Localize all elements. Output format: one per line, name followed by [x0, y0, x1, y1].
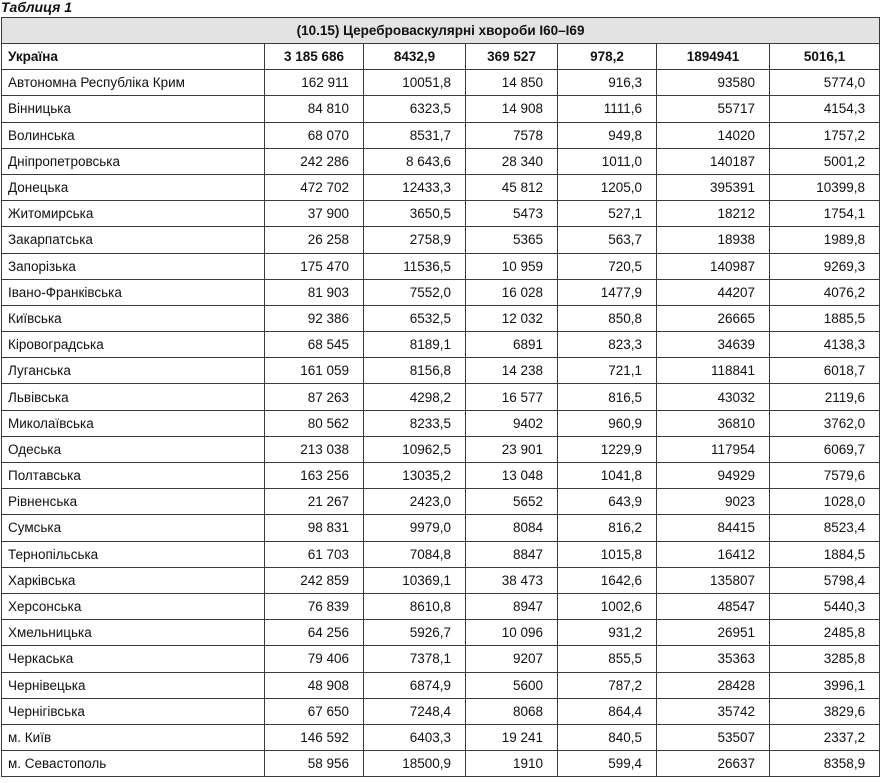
- cell-value: 10051,8: [364, 70, 466, 96]
- cell-value: 9979,0: [364, 515, 466, 541]
- cell-value: 35742: [657, 698, 770, 724]
- table-row: [2, 96, 880, 122]
- cell-value: 28428: [657, 672, 770, 698]
- cell-value: 4298,2: [364, 384, 466, 410]
- cell-region: Закарпатська: [2, 227, 265, 253]
- cell-value: 3762,0: [770, 410, 880, 436]
- table-row: [2, 358, 880, 384]
- cell-value: 978,2: [558, 44, 657, 70]
- cell-region: Україна: [2, 44, 265, 70]
- cell-value: 8610,8: [364, 593, 466, 619]
- cell-region: Хмельницька: [2, 620, 265, 646]
- cell-value: 855,5: [558, 646, 657, 672]
- table-row: [2, 174, 880, 200]
- cell-value: 53507: [657, 724, 770, 750]
- cell-value: 175 470: [265, 253, 364, 279]
- cell-region: Полтавська: [2, 463, 265, 489]
- cell-value: 4076,2: [770, 279, 880, 305]
- cell-region: Сумська: [2, 515, 265, 541]
- cell-region: Дніпропетровська: [2, 148, 265, 174]
- cell-value: 1989,8: [770, 227, 880, 253]
- cell-value: 8068: [466, 698, 558, 724]
- data-table: [1, 17, 880, 777]
- cell-value: 81 903: [265, 279, 364, 305]
- cell-value: 55717: [657, 96, 770, 122]
- table-title-row: [2, 18, 880, 44]
- cell-value: 3829,6: [770, 698, 880, 724]
- cell-value: 720,5: [558, 253, 657, 279]
- table-row: [2, 751, 880, 777]
- table-row: [2, 646, 880, 672]
- cell-value: 1754,1: [770, 201, 880, 227]
- cell-region: Івано-Франківська: [2, 279, 265, 305]
- cell-value: 14 238: [466, 358, 558, 384]
- cell-value: 36810: [657, 410, 770, 436]
- cell-value: 61 703: [265, 541, 364, 567]
- cell-value: 92 386: [265, 305, 364, 331]
- table-row: [2, 227, 880, 253]
- cell-region: Черкаська: [2, 646, 265, 672]
- table-row: [2, 620, 880, 646]
- cell-value: 14 850: [466, 70, 558, 96]
- cell-region: Кіровоградська: [2, 332, 265, 358]
- cell-value: 721,1: [558, 358, 657, 384]
- cell-value: 23 901: [466, 436, 558, 462]
- cell-value: 94929: [657, 463, 770, 489]
- cell-value: 7579,6: [770, 463, 880, 489]
- table-body: [2, 44, 880, 777]
- cell-value: 140187: [657, 148, 770, 174]
- cell-value: 3285,8: [770, 646, 880, 672]
- cell-value: 14 908: [466, 96, 558, 122]
- cell-value: 118841: [657, 358, 770, 384]
- cell-value: 10 959: [466, 253, 558, 279]
- cell-value: 3650,5: [364, 201, 466, 227]
- cell-value: 5798,4: [770, 567, 880, 593]
- cell-value: 98 831: [265, 515, 364, 541]
- cell-value: 6891: [466, 332, 558, 358]
- cell-value: 599,4: [558, 751, 657, 777]
- cell-region: Харківська: [2, 567, 265, 593]
- cell-value: 864,4: [558, 698, 657, 724]
- cell-value: 84 810: [265, 96, 364, 122]
- cell-value: 14020: [657, 122, 770, 148]
- cell-value: 8358,9: [770, 751, 880, 777]
- cell-value: 28 340: [466, 148, 558, 174]
- cell-region: Житомирська: [2, 201, 265, 227]
- cell-value: 34639: [657, 332, 770, 358]
- cell-value: 38 473: [466, 567, 558, 593]
- cell-region: Автономна Республіка Крим: [2, 70, 265, 96]
- cell-value: 8531,7: [364, 122, 466, 148]
- cell-value: 787,2: [558, 672, 657, 698]
- cell-value: 135807: [657, 567, 770, 593]
- cell-value: 5473: [466, 201, 558, 227]
- cell-value: 11536,5: [364, 253, 466, 279]
- cell-region: Київська: [2, 305, 265, 331]
- table-row: [2, 305, 880, 331]
- cell-value: 93580: [657, 70, 770, 96]
- cell-value: 7578: [466, 122, 558, 148]
- cell-value: 6403,3: [364, 724, 466, 750]
- cell-value: 2485,8: [770, 620, 880, 646]
- cell-value: 76 839: [265, 593, 364, 619]
- cell-region: м. Севастополь: [2, 751, 265, 777]
- cell-value: 117954: [657, 436, 770, 462]
- cell-value: 850,8: [558, 305, 657, 331]
- cell-value: 16 577: [466, 384, 558, 410]
- cell-value: 163 256: [265, 463, 364, 489]
- cell-value: 242 286: [265, 148, 364, 174]
- cell-value: 916,3: [558, 70, 657, 96]
- cell-value: 949,8: [558, 122, 657, 148]
- cell-value: 1477,9: [558, 279, 657, 305]
- cell-value: 64 256: [265, 620, 364, 646]
- table-row: [2, 436, 880, 462]
- cell-value: 643,9: [558, 489, 657, 515]
- cell-value: 13035,2: [364, 463, 466, 489]
- cell-value: 18212: [657, 201, 770, 227]
- cell-value: 37 900: [265, 201, 364, 227]
- table-row: [2, 672, 880, 698]
- cell-value: 146 592: [265, 724, 364, 750]
- cell-value: 2758,9: [364, 227, 466, 253]
- cell-value: 68 070: [265, 122, 364, 148]
- cell-value: 6874,9: [364, 672, 466, 698]
- cell-value: 3996,1: [770, 672, 880, 698]
- cell-value: 67 650: [265, 698, 364, 724]
- cell-value: 44207: [657, 279, 770, 305]
- cell-value: 1910: [466, 751, 558, 777]
- table-row: [2, 122, 880, 148]
- cell-value: 21 267: [265, 489, 364, 515]
- cell-value: 5652: [466, 489, 558, 515]
- cell-value: 10399,8: [770, 174, 880, 200]
- cell-region: Запорізька: [2, 253, 265, 279]
- cell-value: 2423,0: [364, 489, 466, 515]
- cell-value: 26637: [657, 751, 770, 777]
- table-row: [2, 515, 880, 541]
- cell-region: Херсонська: [2, 593, 265, 619]
- table-row: [2, 489, 880, 515]
- cell-value: 563,7: [558, 227, 657, 253]
- cell-value: 9023: [657, 489, 770, 515]
- cell-value: 1011,0: [558, 148, 657, 174]
- cell-value: 8233,5: [364, 410, 466, 436]
- cell-value: 10 096: [466, 620, 558, 646]
- table-row: [2, 384, 880, 410]
- cell-value: 18938: [657, 227, 770, 253]
- cell-value: 16 028: [466, 279, 558, 305]
- cell-region: Луганська: [2, 358, 265, 384]
- cell-value: 4138,3: [770, 332, 880, 358]
- table-row: [2, 724, 880, 750]
- table-row-total: [2, 44, 880, 70]
- cell-value: 79 406: [265, 646, 364, 672]
- cell-value: 242 859: [265, 567, 364, 593]
- table-row: [2, 567, 880, 593]
- cell-value: 5365: [466, 227, 558, 253]
- cell-value: 1041,8: [558, 463, 657, 489]
- cell-value: 1015,8: [558, 541, 657, 567]
- cell-value: 7084,8: [364, 541, 466, 567]
- table-caption: Таблиця 1: [1, 0, 73, 15]
- cell-value: 6018,7: [770, 358, 880, 384]
- cell-value: 26 258: [265, 227, 364, 253]
- table-row: [2, 279, 880, 305]
- cell-value: 43032: [657, 384, 770, 410]
- cell-value: 395391: [657, 174, 770, 200]
- cell-value: 140987: [657, 253, 770, 279]
- cell-value: 16412: [657, 541, 770, 567]
- cell-value: 1757,2: [770, 122, 880, 148]
- table-row: [2, 201, 880, 227]
- cell-value: 5600: [466, 672, 558, 698]
- cell-value: 960,9: [558, 410, 657, 436]
- cell-region: Рівненська: [2, 489, 265, 515]
- cell-value: 8084: [466, 515, 558, 541]
- cell-value: 931,2: [558, 620, 657, 646]
- cell-value: 6532,5: [364, 305, 466, 331]
- cell-value: 2337,2: [770, 724, 880, 750]
- cell-value: 1028,0: [770, 489, 880, 515]
- cell-value: 7378,1: [364, 646, 466, 672]
- cell-value: 87 263: [265, 384, 364, 410]
- cell-value: 9207: [466, 646, 558, 672]
- cell-value: 823,3: [558, 332, 657, 358]
- cell-value: 7248,4: [364, 698, 466, 724]
- cell-value: 1884,5: [770, 541, 880, 567]
- cell-value: 35363: [657, 646, 770, 672]
- cell-value: 8189,1: [364, 332, 466, 358]
- cell-value: 45 812: [466, 174, 558, 200]
- cell-value: 10369,1: [364, 567, 466, 593]
- cell-value: 527,1: [558, 201, 657, 227]
- cell-value: 80 562: [265, 410, 364, 436]
- cell-value: 8 643,6: [364, 148, 466, 174]
- table-row: [2, 332, 880, 358]
- table-row: [2, 463, 880, 489]
- cell-value: 58 956: [265, 751, 364, 777]
- table-row: [2, 70, 880, 96]
- cell-value: 213 038: [265, 436, 364, 462]
- cell-value: 84415: [657, 515, 770, 541]
- cell-value: 18500,9: [364, 751, 466, 777]
- cell-value: 3 185 686: [265, 44, 364, 70]
- cell-value: 5016,1: [770, 44, 880, 70]
- cell-value: 8432,9: [364, 44, 466, 70]
- cell-value: 68 545: [265, 332, 364, 358]
- cell-region: Чернівецька: [2, 672, 265, 698]
- cell-value: 26951: [657, 620, 770, 646]
- cell-value: 5440,3: [770, 593, 880, 619]
- cell-region: Вінницька: [2, 96, 265, 122]
- cell-value: 8523,4: [770, 515, 880, 541]
- cell-value: 2119,6: [770, 384, 880, 410]
- cell-value: 8947: [466, 593, 558, 619]
- cell-region: Чернігівська: [2, 698, 265, 724]
- cell-value: 1642,6: [558, 567, 657, 593]
- cell-value: 19 241: [466, 724, 558, 750]
- cell-region: Тернопільська: [2, 541, 265, 567]
- cell-value: 13 048: [466, 463, 558, 489]
- cell-value: 8156,8: [364, 358, 466, 384]
- cell-value: 6323,5: [364, 96, 466, 122]
- cell-region: Одеська: [2, 436, 265, 462]
- cell-region: Донецька: [2, 174, 265, 200]
- cell-value: 1002,6: [558, 593, 657, 619]
- cell-value: 9402: [466, 410, 558, 436]
- table-title: (10.15) Цереброваскулярні хвороби І60–І69: [2, 18, 880, 44]
- table-row: [2, 541, 880, 567]
- cell-region: Львівська: [2, 384, 265, 410]
- table-row: [2, 410, 880, 436]
- table-row: [2, 698, 880, 724]
- cell-region: Миколаївська: [2, 410, 265, 436]
- table-row: [2, 253, 880, 279]
- cell-value: 8847: [466, 541, 558, 567]
- cell-value: 12433,3: [364, 174, 466, 200]
- cell-value: 816,5: [558, 384, 657, 410]
- cell-value: 816,2: [558, 515, 657, 541]
- cell-value: 161 059: [265, 358, 364, 384]
- cell-value: 840,5: [558, 724, 657, 750]
- cell-value: 1885,5: [770, 305, 880, 331]
- cell-value: 162 911: [265, 70, 364, 96]
- cell-region: м. Київ: [2, 724, 265, 750]
- cell-value: 26665: [657, 305, 770, 331]
- cell-value: 369 527: [466, 44, 558, 70]
- cell-value: 10962,5: [364, 436, 466, 462]
- cell-value: 472 702: [265, 174, 364, 200]
- cell-value: 1229,9: [558, 436, 657, 462]
- cell-value: 1111,6: [558, 96, 657, 122]
- cell-value: 1205,0: [558, 174, 657, 200]
- table-row: [2, 593, 880, 619]
- cell-value: 6069,7: [770, 436, 880, 462]
- cell-value: 5774,0: [770, 70, 880, 96]
- cell-value: 4154,3: [770, 96, 880, 122]
- cell-region: Волинська: [2, 122, 265, 148]
- cell-value: 9269,3: [770, 253, 880, 279]
- cell-value: 12 032: [466, 305, 558, 331]
- cell-value: 48547: [657, 593, 770, 619]
- cell-value: 5926,7: [364, 620, 466, 646]
- cell-value: 1894941: [657, 44, 770, 70]
- cell-value: 5001,2: [770, 148, 880, 174]
- cell-value: 7552,0: [364, 279, 466, 305]
- table-row: [2, 148, 880, 174]
- cell-value: 48 908: [265, 672, 364, 698]
